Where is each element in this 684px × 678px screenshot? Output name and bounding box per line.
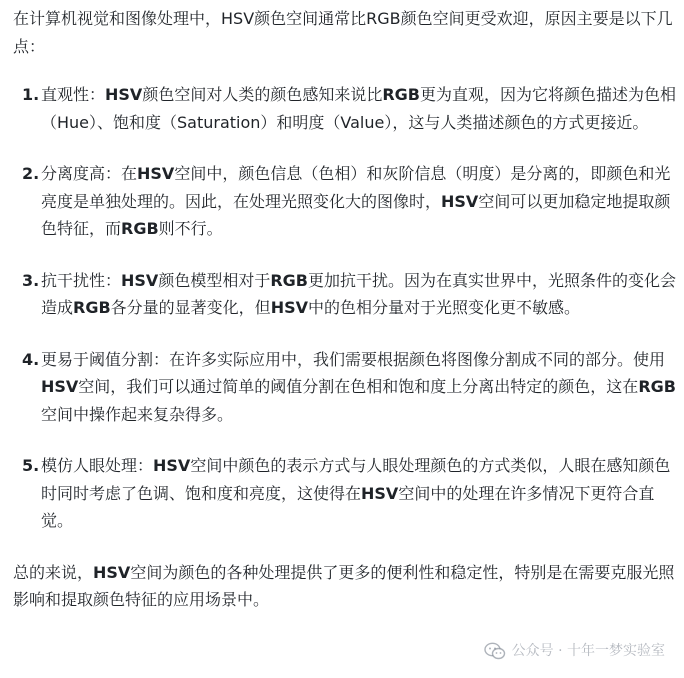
point-text-bold: HSV bbox=[121, 270, 159, 290]
point-text-bold: RGB bbox=[121, 219, 159, 238]
point-text-bold: RGB bbox=[270, 270, 308, 290]
point-text: 空间中，颜色信息（色相）和灰阶信息（明度）是分离的，即颜色和光亮度是单独处理的。因此，在处理光照变化大的图像时， bbox=[41, 164, 671, 211]
summary-text: 总的来说， bbox=[13, 562, 94, 582]
list-item bbox=[13, 267, 679, 322]
watermark-text: 公众号 · 十年一梦实验室 bbox=[511, 643, 665, 659]
point-text: 更为直观，因为它将颜色描述为色相（Hue）、饱和度（Saturation）和明度（Value），这与人类描述颜色的方式更接近。 bbox=[41, 85, 676, 132]
point-text: 中的色相分量对于光照变化更不敏感。 bbox=[307, 298, 580, 317]
point-text: 直观性： bbox=[41, 85, 106, 104]
list-number: 2. bbox=[22, 164, 40, 183]
point-text-bold: HSV bbox=[137, 164, 175, 183]
point-text-bold: HSV bbox=[153, 456, 191, 475]
point-text-bold: HSV bbox=[441, 191, 479, 211]
list-item bbox=[13, 346, 679, 429]
summary-paragraph bbox=[13, 559, 679, 614]
point-text-bold: HSV bbox=[361, 483, 399, 503]
point-text: 颜色空间对人类的颜色感知来说比 bbox=[142, 85, 383, 104]
list-item bbox=[13, 81, 679, 136]
list-number: 4. bbox=[22, 349, 40, 369]
point-text-bold: RGB bbox=[382, 85, 420, 104]
point-text: 更加抗干扰。因为在真实世界中，光照条件的变化会造成 bbox=[41, 270, 676, 317]
point-text-bold: HSV bbox=[270, 298, 308, 317]
list-item bbox=[13, 160, 679, 243]
intro-paragraph: 在计算机视觉和图像处理中，HSV颜色空间通常比RGB颜色空间更受欢迎，原因主要是以下几点： bbox=[13, 9, 673, 56]
list-item bbox=[13, 452, 679, 535]
list-number: 1. bbox=[22, 85, 40, 104]
point-text: 各分量的显著变化，但 bbox=[110, 298, 271, 317]
point-text: 模仿人眼处理： bbox=[41, 456, 154, 475]
point-text: 空间中的处理在许多情况下更符合直觉。 bbox=[41, 483, 655, 530]
article bbox=[13, 5, 679, 614]
point-text: 空间，我们可以通过简单的阈值分割在色相和饱和度上分离出特定的颜色，这在 bbox=[78, 377, 639, 396]
point-text: 颜色模型相对于 bbox=[158, 270, 271, 290]
summary-text: 空间为颜色的各种处理提供了更多的便利性和稳定性，特别是在需要克服光照影响和提取颜色特征的应用场景中。 bbox=[13, 562, 675, 609]
point-text-bold: HSV bbox=[105, 85, 143, 104]
point-text: 抗干扰性： bbox=[41, 270, 122, 290]
list-number: 5. bbox=[22, 456, 40, 475]
watermark bbox=[484, 642, 665, 660]
point-text: 空间中操作起来复杂得多。 bbox=[41, 404, 234, 424]
points-list bbox=[13, 81, 679, 535]
point-text: 则不行。 bbox=[158, 219, 223, 238]
list-number: 3. bbox=[22, 270, 40, 290]
point-text-bold: RGB bbox=[638, 377, 676, 396]
point-text: 更易于阈值分割：在许多实际应用中，我们需要根据颜色将图像分割成不同的部分。使用 bbox=[41, 349, 666, 369]
point-text-bold: RGB bbox=[73, 298, 111, 317]
summary-text-bold: HSV bbox=[93, 562, 131, 582]
point-text: 空间可以更加稳定地提取颜色特征，而 bbox=[41, 191, 671, 238]
point-text: 分离度高：在 bbox=[41, 164, 138, 183]
point-text: 空间中颜色的表示方式与人眼处理颜色的方式类似，人眼在感知颜色时同时考虑了色调、饱和度和亮度，这使得在 bbox=[41, 456, 671, 503]
point-text-bold: HSV bbox=[41, 377, 79, 396]
wechat-icon bbox=[484, 642, 506, 660]
